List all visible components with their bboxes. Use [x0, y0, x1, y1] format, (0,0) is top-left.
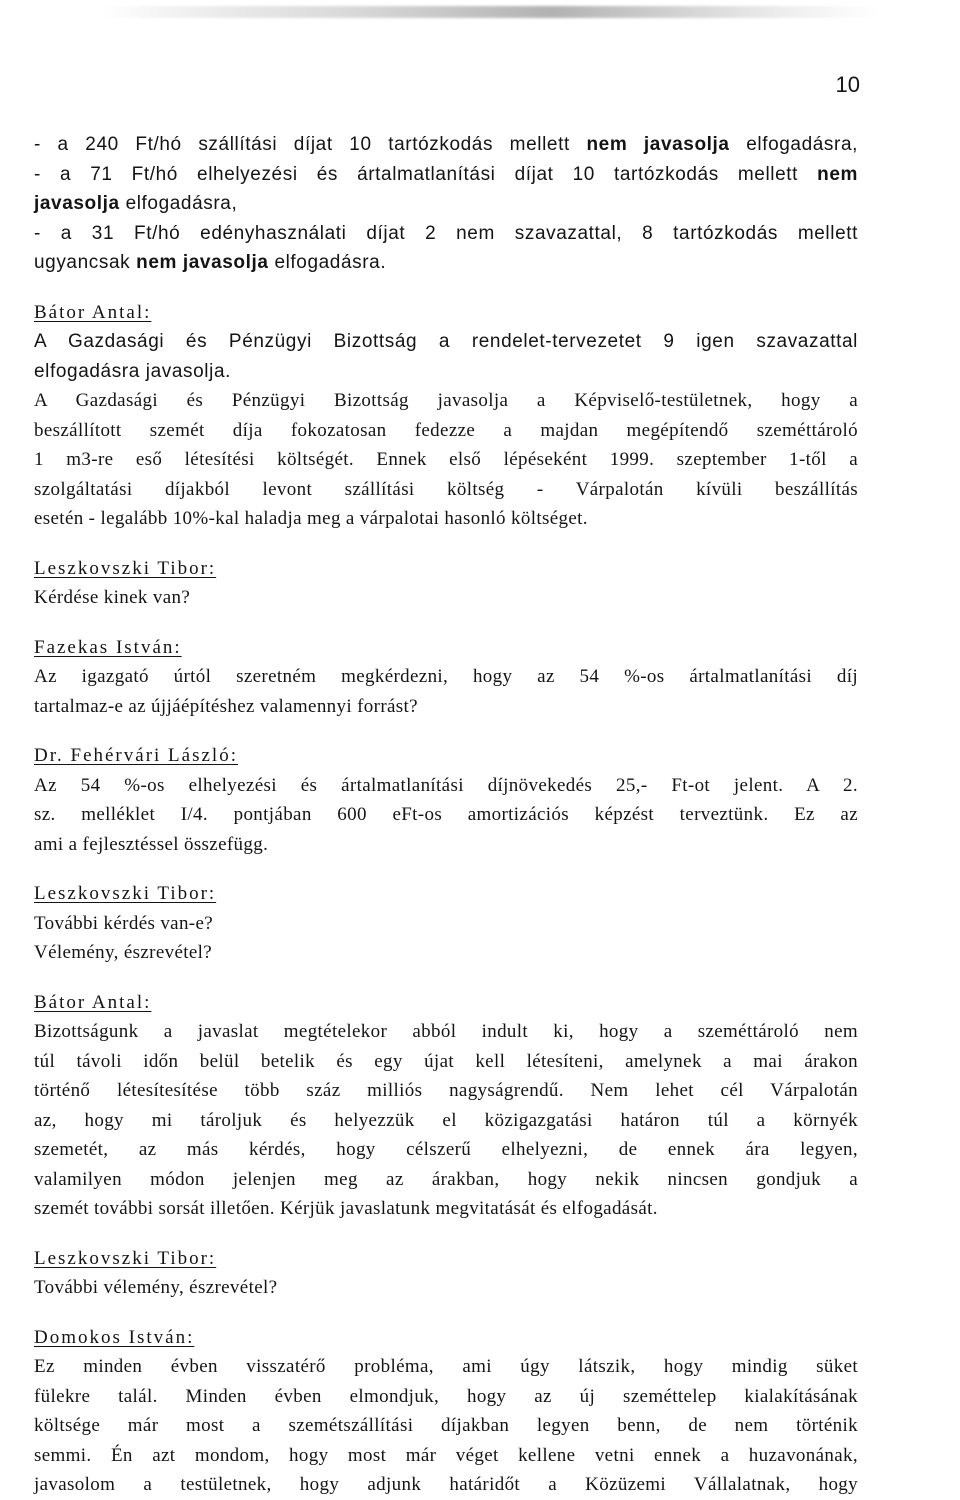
- line-text: További kérdés van-e?: [34, 912, 214, 934]
- text-line: [34, 1411, 858, 1441]
- line-text: elfogadásra javasolja.: [34, 360, 231, 382]
- line-text: ugyancsak: [34, 252, 137, 273]
- text-line: [34, 1135, 858, 1165]
- line-text: Bizottságunk a javaslat megtételekor abból indult ki, hogy a szeméttároló nem: [34, 1021, 858, 1042]
- line-text: További vélemény, észrevétel?: [34, 1277, 278, 1298]
- transcript-block: [34, 633, 858, 722]
- text-line: [34, 248, 858, 278]
- line-text: az, hogy mi tároljuk és helyezzük el közigazgatási határon túl a környék: [34, 1109, 858, 1131]
- block-gap: [34, 534, 858, 554]
- text-line: [34, 1382, 858, 1412]
- line-text: - a 31 Ft/hó edényhasználati díjat 2 nem szavazattal, 8 tartózkodás mellett: [34, 222, 858, 244]
- speaker-name: Leszkovszki Tibor:: [34, 1247, 217, 1269]
- line-text: - a 71 Ft/hó elhelyezési és ártalmatlanítási díjat 10 tartózkodás mellett: [34, 163, 818, 185]
- text-line: [34, 1047, 858, 1077]
- block-gap: [34, 721, 858, 741]
- text-line: [34, 475, 858, 505]
- text-line: [34, 189, 858, 219]
- page-number: 10: [835, 72, 860, 97]
- text-line: [34, 386, 858, 416]
- line-text: fülekre talál. Minden évben elmondjuk, hogy az új szeméttelep kialakításának: [34, 1385, 858, 1407]
- page-content: [34, 130, 858, 1500]
- line-text: - a 240 Ft/hó szállítási díjat 10 tartózkodás mellett: [34, 134, 587, 155]
- block-gap: [34, 613, 858, 633]
- line-text: Kérdése kinek van?: [34, 587, 191, 608]
- speaker-name: Leszkovszki Tibor:: [34, 557, 217, 579]
- text-line: [34, 1194, 858, 1224]
- transcript-block: [34, 130, 858, 278]
- block-gap: [34, 1224, 858, 1244]
- line-text: tartalmaz-e az újjáépítéshez valamennyi forrást?: [34, 695, 418, 717]
- transcript-block: [34, 879, 858, 968]
- line-text: Ez minden évben visszatérő probléma, ami úgy látszik, hogy mindig süket: [34, 1356, 858, 1377]
- emphasis-text: nem: [817, 163, 858, 185]
- line-text: túl távoli időn belül betelik és egy újat kell létesíteni, amelynek a mai árakon: [34, 1050, 858, 1072]
- transcript-block: [34, 1244, 858, 1303]
- line-text: szolgáltatási díjakból levont szállítási költség - Várpalotán kívüli beszállítás: [34, 478, 858, 500]
- line-text: történő létesítesítése több száz milliós nagyságrendű. Nem lehet cél Várpalotán: [34, 1080, 858, 1101]
- text-line: [34, 130, 858, 160]
- line-text: esetén - legalább 10%-kal haladja meg a várpalotai hasonló költséget.: [34, 508, 588, 529]
- text-line: [34, 219, 858, 249]
- text-line: [34, 357, 858, 387]
- text-line: [34, 938, 858, 968]
- text-line: [34, 830, 858, 860]
- text-line: [34, 445, 858, 475]
- speaker-name: Dr. Fehérvári László:: [34, 745, 238, 766]
- text-line: [34, 160, 858, 190]
- block-gap: [34, 859, 858, 879]
- block-gap: [34, 968, 858, 988]
- line-text: szemetét, az más kérdés, hogy célszerű elhelyezni, de ennek ára legyen,: [34, 1139, 858, 1160]
- text-line: [34, 1273, 858, 1303]
- line-text: elfogadásra,: [119, 193, 238, 214]
- emphasis-text: nem javasolja: [586, 134, 730, 155]
- text-line: [34, 583, 858, 613]
- text-line: [34, 909, 858, 939]
- line-text: elfogadásra.: [268, 252, 387, 273]
- speaker-name: Bátor Antal:: [34, 991, 152, 1013]
- text-line: [34, 327, 858, 357]
- text-line: [34, 1352, 858, 1382]
- text-line: [34, 800, 858, 830]
- block-gap: [34, 278, 858, 298]
- transcript-block: [34, 298, 858, 534]
- text-line: [34, 1441, 858, 1471]
- line-text: szemét további sorsát illetően. Kérjük javaslatunk megvitatását és elfogadását.: [34, 1198, 658, 1219]
- line-text: Vélemény, észrevétel?: [34, 942, 213, 963]
- emphasis-text: javasolja: [34, 193, 120, 214]
- text-line: [34, 504, 858, 534]
- line-text: sz. melléklet I/4. pontjában 600 eFt-os amortizációs képzést terveztünk. Ez az: [34, 804, 858, 825]
- line-text: valamilyen módon jelenjen meg az árakban, hogy nekik nincsen gondjuk a: [34, 1168, 858, 1190]
- speaker-name: Leszkovszki Tibor:: [34, 883, 217, 904]
- line-text: ami a fejlesztéssel összefügg.: [34, 833, 269, 855]
- transcript-block: [34, 554, 858, 613]
- text-line: [34, 1106, 858, 1136]
- text-line: [34, 416, 858, 446]
- line-text: semmi. Én azt mondom, hogy most már véget kellene vetni ennek a huzavonának,: [34, 1444, 858, 1466]
- text-line: [34, 662, 858, 692]
- line-text: javasolom a testületnek, hogy adjunk határidőt a Közüzemi Vállalatnak, hogy: [34, 1474, 858, 1495]
- line-text: A Gazdasági és Pénzügyi Bizottság javasolja a Képviselő-testületnek, hogy a: [34, 390, 858, 411]
- block-gap: [34, 1303, 858, 1323]
- text-line: [34, 692, 858, 722]
- line-text: Az igazgató úrtól szeretném megkérdezni, hogy az 54 %-os ártalmatlanítási díj: [34, 666, 858, 687]
- text-line: [34, 1165, 858, 1195]
- line-text: 1 m3-re eső létesítési költségét. Ennek első lépéseként 1999. szeptember 1-től a: [34, 449, 858, 470]
- line-text: elfogadásra,: [729, 134, 858, 155]
- line-text: beszállított szemét díja fokozatosan fedezze a majdan megépítendő szeméttároló: [34, 419, 858, 441]
- text-line: [34, 1470, 858, 1500]
- scan-edge-artifact: [100, 6, 880, 18]
- transcript-block: [34, 988, 858, 1224]
- line-text: költsége már most a szemétszállítási díjakban legyen benn, de nem történik: [34, 1415, 858, 1436]
- text-line: [34, 771, 858, 801]
- transcript-block: [34, 741, 858, 859]
- emphasis-text: nem javasolja: [136, 252, 269, 273]
- speaker-name: Fazekas István:: [34, 636, 182, 658]
- text-line: [34, 1017, 858, 1047]
- speaker-name: Bátor Antal:: [34, 301, 152, 323]
- line-text: Az 54 %-os elhelyezési és ártalmatlanítási díjnövekedés 25,- Ft-ot jelent. A 2.: [34, 774, 858, 796]
- text-line: [34, 1076, 858, 1106]
- transcript-block: [34, 1323, 858, 1500]
- speaker-name: Domokos István:: [34, 1326, 195, 1348]
- line-text: A Gazdasági és Pénzügyi Bizottság a rendelet-tervezetet 9 igen szavazattal: [34, 331, 858, 352]
